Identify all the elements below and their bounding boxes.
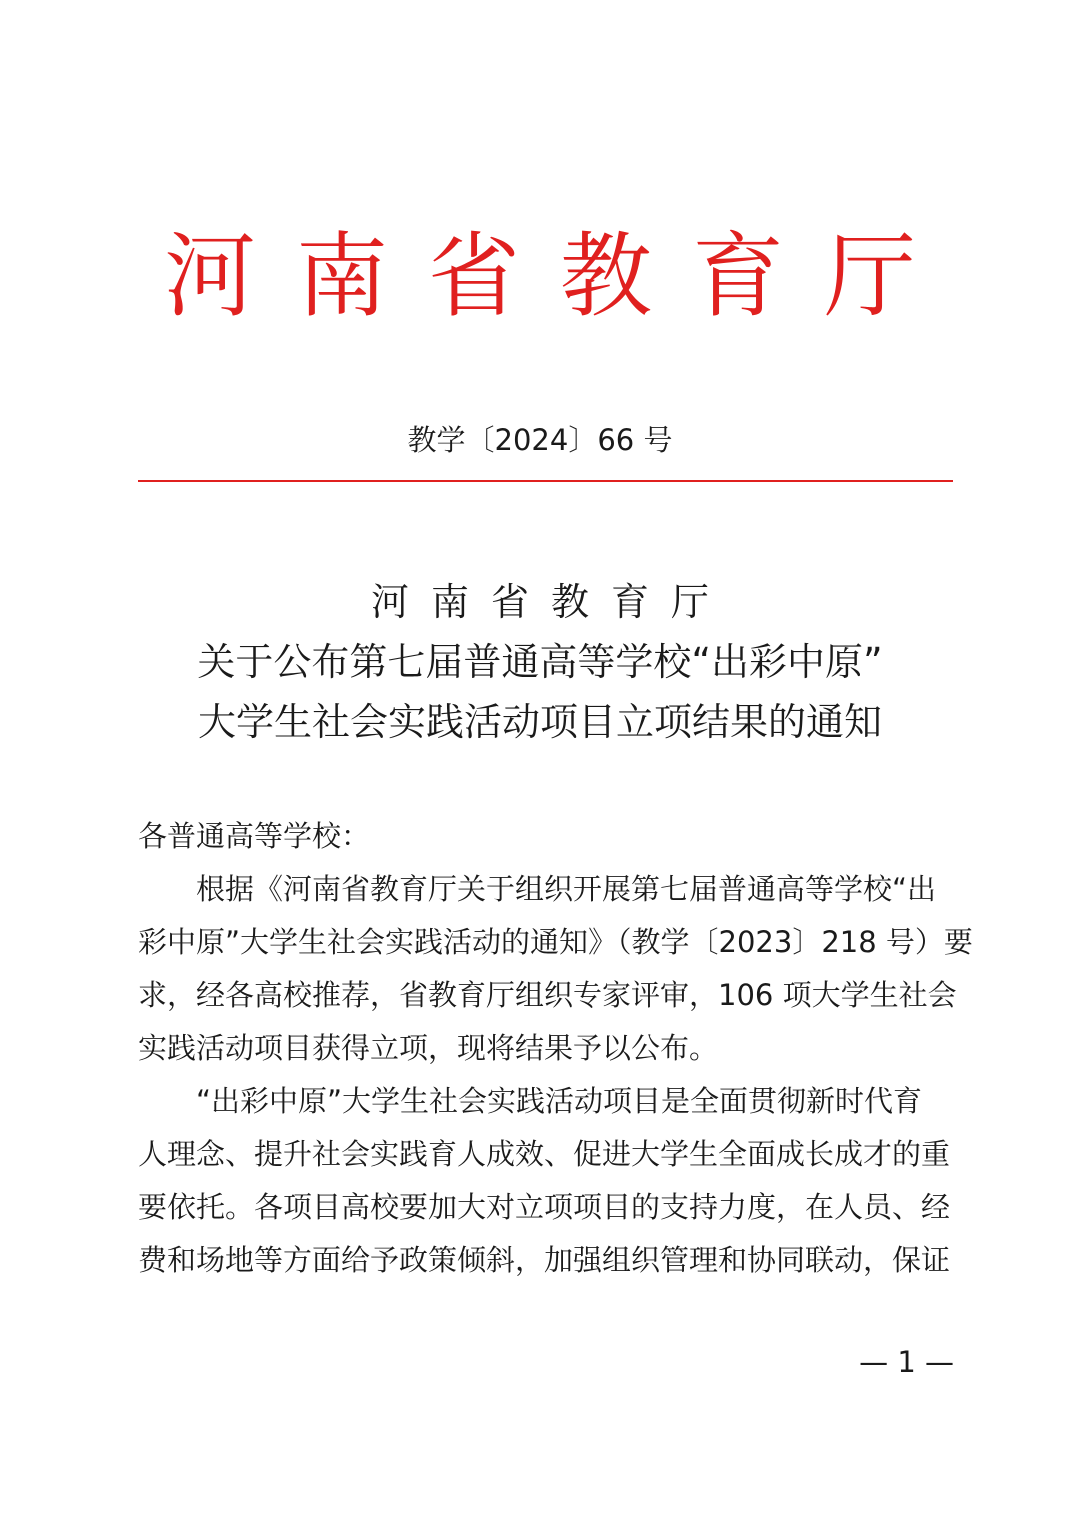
paragraph-2 xyxy=(138,1075,956,1287)
paragraph-line: 实践活动项目获得立项，现将结果予以公布。 xyxy=(138,1031,719,1065)
paragraph-line: 要依托。各项目高校要加大对立项项目的支持力度，在人员、经 xyxy=(138,1190,951,1224)
body-content xyxy=(138,810,973,1287)
notice-title xyxy=(0,572,1080,752)
paragraph-line: 费和场地等方面给予政策倾斜，加强组织管理和协同联动，保证 xyxy=(138,1243,951,1277)
page-number: — 1 — xyxy=(859,1345,954,1379)
red-divider-line xyxy=(138,480,953,482)
paragraph-line: 求，经各高校推荐，省教育厅组织专家评审，106 项大学生社会 xyxy=(138,978,957,1012)
paragraph-line: 根据《河南省教育厅关于组织开展第七届普通高等学校“出 xyxy=(196,872,937,906)
title-line-3: 大学生社会实践活动项目立项结果的通知 xyxy=(197,700,882,744)
paragraph-line: 彩中原”大学生社会实践活动的通知》（教学〔2023〕218 号）要 xyxy=(138,925,973,959)
masthead-title: 河南省教育厅 xyxy=(163,223,956,330)
paragraph-line: “出彩中原”大学生社会实践活动项目是全面贯彻新时代育 xyxy=(196,1084,923,1118)
title-line-issuer: 河南省教育厅 xyxy=(370,580,731,624)
title-line-2: 关于公布第七届普通高等学校“出彩中原” xyxy=(197,640,883,684)
paragraph-line: 人理念、提升社会实践育人成效、促进大学生全面成长成才的重 xyxy=(138,1137,951,1171)
salutation: 各普通高等学校： xyxy=(138,819,371,853)
paragraph-1 xyxy=(138,863,973,1075)
document-number: 教学〔2024〕66 号 xyxy=(407,423,673,457)
